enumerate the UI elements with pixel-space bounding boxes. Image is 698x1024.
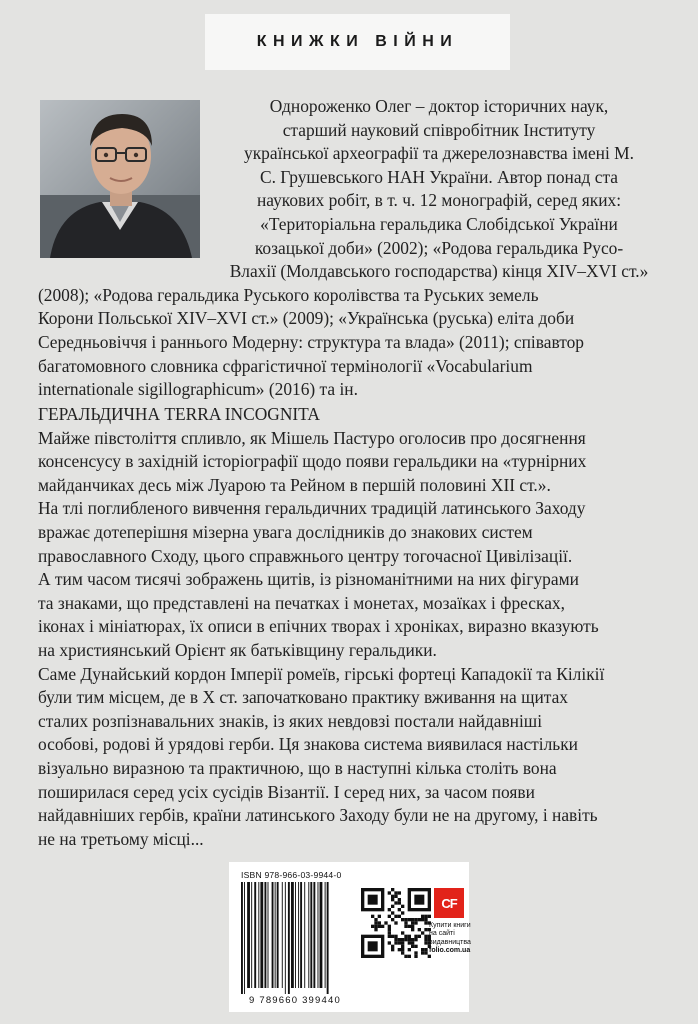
annotation-paragraph [38,497,670,568]
annotation-paragraph [38,663,670,852]
annotation-heading: ГЕРАЛЬДИЧНА TERRA INCOGNITA [38,404,320,424]
annotation-line: православного Сходу, цього справжнього центру тогочасної Цивілізації. [38,545,573,566]
buy-note-line: видавництва [429,938,471,946]
barcode-panel [229,862,469,1012]
bio-line: козацької доби» (2002); «Родова геральдика Русо- [254,237,624,258]
buy-site-link[interactable]: folio.com.ua [429,947,471,955]
bio-line: (2008); «Родова геральдика Руського королівства та Руських земель [38,284,539,305]
publisher-logo: CF [434,888,464,918]
author-bio [38,95,670,402]
annotation-line: на християнський Орієнт як батьківщину геральдики. [38,639,437,660]
series-title-box [205,14,510,70]
buy-note-line: на сайті [429,930,455,938]
buy-note [429,922,469,956]
annotation-line: особові, родові й урядові герби. Ця знакова система виявилася настільки [38,734,578,755]
bio-line: старший науковий співробітник Інституту [282,119,596,140]
annotation-line: майданчиках десь між Луарою та Рейном в першій половині XII ст.». [38,474,551,495]
bio-line: internationale sigillographicum» (2016) та ін. [38,379,358,400]
annotation-line: найдавніших гербів, країни латинського Заходу були не на другому, і навіть [38,805,598,826]
bio-line: «Територіальна геральдика Слобідської України [260,213,618,234]
bio-line: Корони Польської XIV–XVI ст.» (2009); «Українська (руська) еліта доби [38,308,575,329]
annotation-line: візуально виразною та практичною, що в наступні кілька століть вона [38,757,557,778]
bio-line: Влахії (Молдавського господарства) кінця XIV–XVI ст.» [229,261,649,282]
annotation-line: були тим місцем, де в X ст. започатковано практику вживання на щитах [38,687,568,708]
bio-line: української археографії та джерелознавства імені М. [244,143,634,164]
annotation-line: поширилася серед усіх сусідів Візантії. І серед них, за часом появи [38,781,535,802]
annotation-paragraph [38,427,670,498]
annotation-line: та знаками, що представлені на печатках і монетах, мозаїках і фресках, [38,592,565,613]
bio-line: Середньовіччя і раннього Модерну: структура та влада» (2011); співавтор [38,331,584,352]
annotation-line: консенсусу в західній історіографії щодо появи геральдики на «турнірних [38,451,587,472]
annotation-line: вражає дотеперішня мізерна увага дослідників до знакових систем [38,521,533,542]
annotation-paragraph [38,568,670,662]
bio-line: Однороженко Олег – доктор історичних наук, [269,96,609,116]
buy-note-line: Купити книги [429,922,471,929]
barcode-number: 9 789660 399440 [249,995,341,1006]
annotation [38,403,670,851]
bio-line: наукових робіт, в т. ч. 12 монографій, серед яких: [256,190,622,211]
ean-barcode-icon [239,882,351,994]
annotation-line: іконах і мініатюрах, їх описи в епічних творах і хроніках, виразно вказують [38,616,599,637]
annotation-line: сталих розпізнавальних знаків, із яких невдовзі постали найдавніші [38,710,543,731]
annotation-line: Майже півстоліття спливло, як Мішель Пастуро оголосив про досягнення [38,427,586,448]
isbn-text: ISBN 978-966-03-9944-0 [241,870,342,880]
bio-line: багатомовного словника сфрагістичної термінології «Vocabularium [38,355,533,376]
annotation-line: На тлі поглибленого вивчення геральдичних традицій латинського Заходу [38,498,586,519]
series-title: КНИЖКИ ВІЙНИ [256,33,459,50]
annotation-line: А тим часом тисячі зображень щитів, із різноманітними на них фігурами [38,569,579,590]
bio-line: С. Грушевського НАН України. Автор понад ста [259,166,619,187]
qr-code-icon[interactable] [361,888,431,958]
annotation-line: не на третьому місці... [38,828,204,849]
annotation-line: Саме Дунайський кордон Імперії ромеїв, гірські фортеці Кападокії та Кілікії [38,663,605,684]
